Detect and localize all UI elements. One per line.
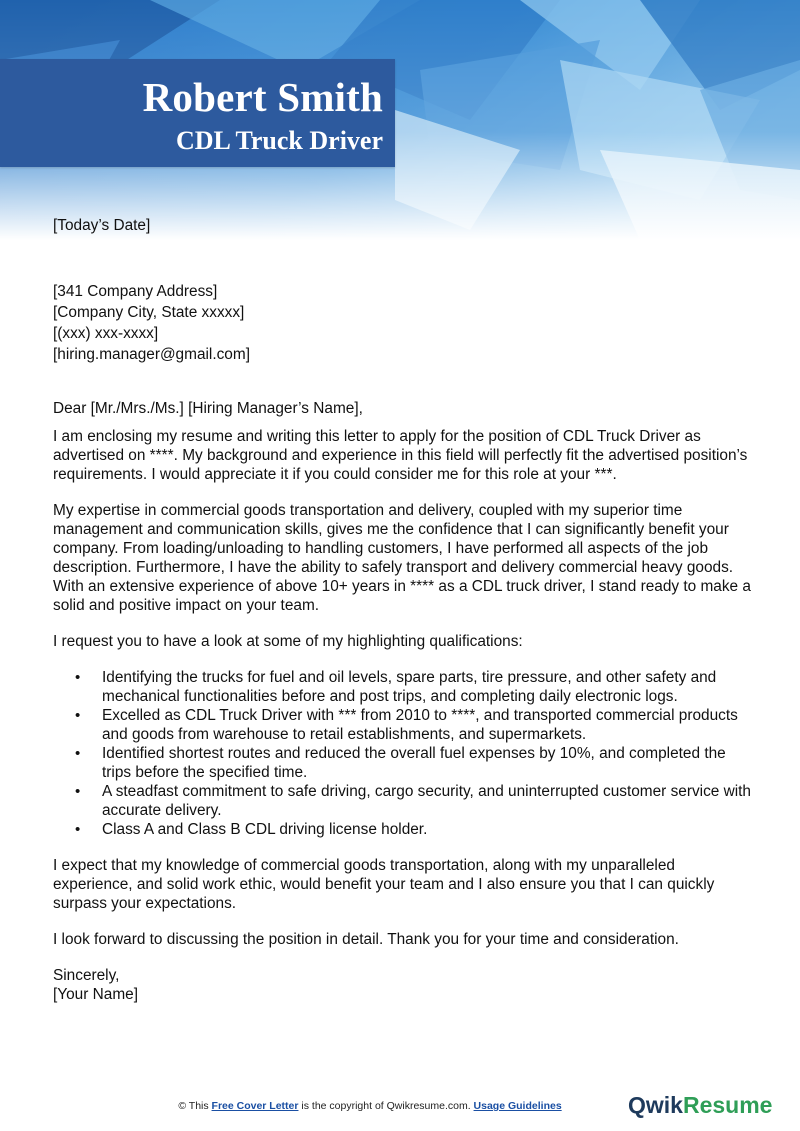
- address-line: [Company City, State xxxxx]: [53, 304, 245, 321]
- recipient-address: [53, 281, 758, 365]
- list-item: • A steadfast commitment to safe driving, cargo security, and uninterrupted customer service with accurate delivery.: [102, 782, 758, 820]
- closing-word: Sincerely,: [53, 967, 120, 984]
- list-item: • Class A and Class B CDL driving license holder.: [102, 820, 758, 839]
- letter-body: [53, 216, 758, 1004]
- salutation: Dear [Mr./Mrs./Ms.] [Hiring Manager’s Name],: [53, 400, 363, 417]
- letter-date: [Today’s Date]: [53, 217, 151, 234]
- qualifications-list: [53, 668, 758, 839]
- qwikresume-logo[interactable]: [628, 1092, 772, 1119]
- paragraph: I request you to have a look at some of my highlighting qualifications:: [53, 633, 523, 650]
- signature: [Your Name]: [53, 986, 138, 1003]
- address-line: [hiring.manager@gmail.com]: [53, 346, 250, 363]
- name-box: [0, 59, 395, 167]
- list-item: • Excelled as CDL Truck Driver with *** from 2010 to ****, and transported commercial products and goods from warehouse to retail establishments, and supermarkets.: [102, 706, 758, 744]
- address-line: [(xxx) xxx-xxxx]: [53, 325, 159, 342]
- logo-part-resume: Resume: [682, 1092, 773, 1118]
- address-line: [341 Company Address]: [53, 283, 218, 300]
- paragraph: My expertise in commercial goods transportation and delivery, coupled with my superior time management and communication skills, gives me the confidence that I can significantly benefit your company. From loading/unloading to handling customers, I have performed all aspects of the job description. Furthermore, I have the ability to safely transport and delivery commercial heavy goods. With an extensive experience of above 10+ years in **** as a CDL truck driver, I stand ready to make a solid and positive impact on your team.: [53, 502, 751, 614]
- list-item: • Identifying the trucks for fuel and oil levels, spare parts, tire pressure, and other safety and mechanical functionalities before and post trips, and completing daily electronic logs.: [102, 668, 758, 706]
- job-title: CDL Truck Driver: [175, 126, 383, 155]
- paragraph: I look forward to discussing the position in detail. Thank you for your time and consideration.: [53, 931, 679, 948]
- footer-prefix: © This: [178, 1100, 212, 1112]
- applicant-name: Robert Smith: [142, 74, 383, 120]
- paragraph: I am enclosing my resume and writing this letter to apply for the position of CDL Truck Driver as advertised on ****. My background and experience in this field will perfectly fit the advertised position’s requirements. I would appreciate it if you could consider me for this role at your ***.: [53, 428, 748, 483]
- list-item: • Identified shortest routes and reduced the overall fuel expenses by 10%, and completed the trips before the specified time.: [102, 744, 758, 782]
- free-cover-letter-link[interactable]: Free Cover Letter: [211, 1100, 299, 1112]
- closing: [53, 966, 758, 1004]
- paragraph: I expect that my knowledge of commercial goods transportation, along with my unparalleled experience, and solid work ethic, would benefit your team and I also ensure you that I can quickly surpass your expectations.: [53, 857, 715, 912]
- footer-middle: is the copyright of Qwikresume.com.: [298, 1100, 474, 1112]
- logo-part-qwik: Qwik: [628, 1092, 683, 1118]
- usage-guidelines-link[interactable]: Usage Guidelines: [473, 1100, 562, 1112]
